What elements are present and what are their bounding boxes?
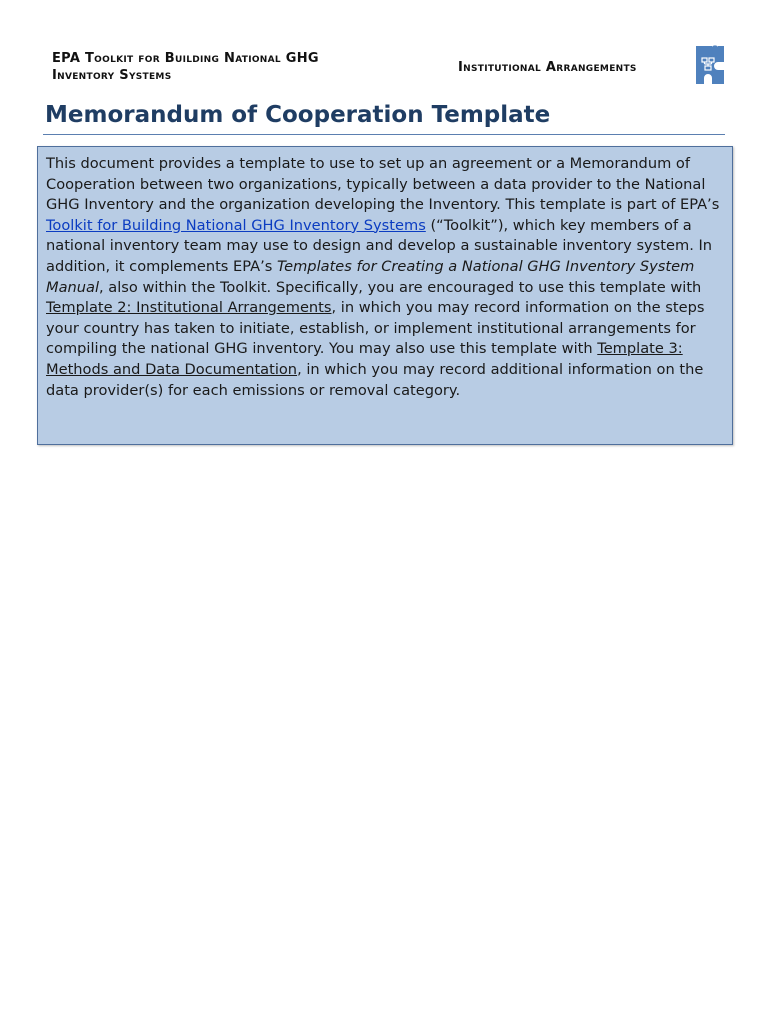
running-header-section: Institutional Arrangements xyxy=(458,60,637,75)
running-header-line-1: EPA Toolkit for Building National GHG xyxy=(52,51,319,66)
template-3-reference[interactable]: Template 3: Methods and Data Documentation xyxy=(46,340,683,378)
page-title: Memorandum of Cooperation Template xyxy=(45,102,551,128)
puzzle-icon xyxy=(694,44,726,86)
intro-text-part-1: This document provides a template to use to set up an agreement or a Memorandum of Cooperation between two organizations, typically between a data provider to the National GHG Inventory and the organization developing the Inventory. This template is part of EPA’s xyxy=(46,155,720,214)
title-divider xyxy=(43,134,725,135)
template-2-reference[interactable]: Template 2: Institutional Arrangements xyxy=(46,299,332,317)
toolkit-link[interactable]: Toolkit for Building National GHG Inventory Systems xyxy=(46,216,426,234)
running-header-toolkit xyxy=(52,50,412,84)
manual-title: Templates for Creating a National GHG Inventory System Manual xyxy=(46,257,695,296)
intro-text-part-3: , also within the Toolkit. Specifically, you are encouraged to use this template with xyxy=(99,278,702,296)
intro-text-part-4: , in which you may record information on the steps your country has taken to initiate, establish, or implement institutional arrangements for compiling the national GHG inventory. You may also use this template with xyxy=(46,299,705,358)
intro-callout-box xyxy=(37,146,733,445)
intro-text-part-5: , in which you may record additional information on the data provider(s) for each emissions or removal category. xyxy=(46,360,704,399)
running-header-line-2: Inventory Systems xyxy=(52,68,172,83)
intro-text-part-2: (“Toolkit”), which key members of a national inventory team may use to design and develop a sustainable inventory system. In addition, it complements EPA’s xyxy=(46,216,713,275)
